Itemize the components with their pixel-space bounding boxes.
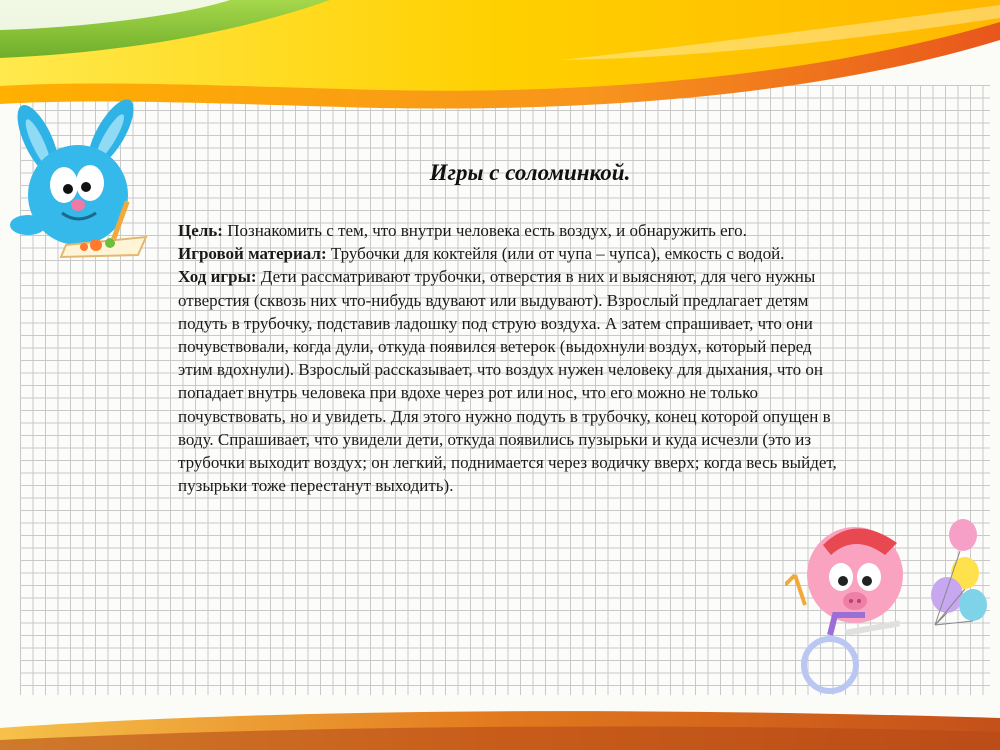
nyusha-pig-illustration (785, 515, 995, 705)
goal-text: Познакомить с тем, что внутри человека есть воздух, и обнаружить его. (222, 221, 747, 240)
krosh-bunny-illustration (6, 95, 156, 265)
material-paragraph (178, 242, 838, 265)
procedure-paragraph (178, 265, 838, 497)
procedure-text: Дети рассматривают трубочки, отверстия в них и выясняют, для чего нужны отверстия (сквозь них что-нибудь вдувают или выдувают). Взрослый предлагает детям подуть в трубочку, подставив ладошку под струю воздуха. А затем спрашивает, что они почувствовали, когда дули, откуда появился ветерок (выдохнули воздух, который перед этим вдохнули). Взрослый рассказывает, что воздух нужен человеку для дыхания, что он попадает внутрь человека при вдохе через рот или нос, что его можно не только почувствовать, но и увидеть. Для этого нужно подуть в трубочку, конец которой опущен в воду. Спрашивает, что увидели дети, откуда появились пузырьки и куда исчезли (это из трубочки выходит воздух; он легкий, поднимается через водичку вверх; когда весь выйдет, пузырьки тоже перестанут выходить). (178, 267, 837, 496)
procedure-label: Ход игры: (178, 267, 257, 287)
game-description (178, 219, 838, 497)
material-label: Игровой материал: (178, 244, 327, 264)
goal-paragraph (178, 219, 838, 242)
page-title: Игры с соломинкой. (429, 160, 631, 185)
material-text: Трубочки для коктейля (или от чупа – чупса), емкость с водой. (326, 244, 785, 264)
goal-label: Цель: (178, 221, 223, 240)
